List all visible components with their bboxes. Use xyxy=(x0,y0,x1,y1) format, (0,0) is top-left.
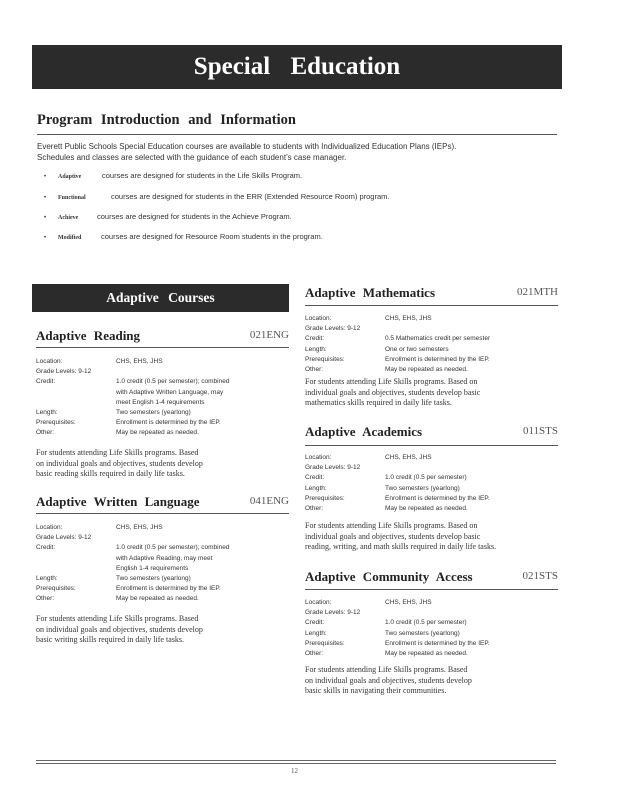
detail-value: Enrollment is determined by the IEP. xyxy=(116,585,221,593)
program-type-item xyxy=(44,192,389,201)
detail-label: Location: xyxy=(36,358,63,365)
course-block xyxy=(305,285,558,415)
detail-row xyxy=(305,629,558,639)
page-title-bar xyxy=(32,45,562,89)
course-code: 021STS xyxy=(522,570,558,582)
detail-row xyxy=(36,584,289,594)
detail-row xyxy=(305,345,558,355)
detail-label: Length: xyxy=(305,629,327,637)
intro-divider xyxy=(37,134,557,135)
detail-row xyxy=(305,484,558,494)
detail-label: Prerequisites: xyxy=(305,639,345,647)
detail-value: 0.5 Mathematics credit per semester xyxy=(385,335,491,343)
detail-value: 1.0 credit (0.5 per semester); combined with Adaptive Written Language, may meet English 1-4 requirements xyxy=(116,378,230,406)
detail-value: CHS, EHS, JHS xyxy=(116,524,163,531)
detail-value: CHS, EHS, JHS xyxy=(385,454,432,461)
detail-label: Length: xyxy=(36,409,58,417)
detail-row xyxy=(36,367,289,377)
detail-row xyxy=(305,453,558,463)
detail-row xyxy=(36,574,289,584)
course-description: For students attending Life Skills programs. Based on individual goals and objectives, students develop basic skills in navigating their communities. xyxy=(305,665,472,695)
detail-value: May be repeated as needed. xyxy=(385,650,468,658)
detail-row xyxy=(305,324,558,334)
detail-value: May be repeated as needed. xyxy=(116,429,199,437)
detail-row xyxy=(305,334,558,344)
detail-label: Credit: xyxy=(305,619,325,627)
detail-row xyxy=(305,618,558,628)
course-divider xyxy=(305,305,558,306)
detail-label: Credit: xyxy=(305,335,325,343)
detail-value: 1.0 credit (0.5 per semester) xyxy=(385,619,467,627)
detail-row xyxy=(36,418,289,428)
detail-label: Length: xyxy=(36,575,58,583)
footer-divider xyxy=(36,763,556,764)
bullet-icon: • xyxy=(44,174,47,180)
intro-heading: Program Introduction and Information xyxy=(37,112,296,128)
detail-value: May be repeated as needed. xyxy=(116,595,199,603)
course-details xyxy=(36,523,289,605)
course-title: Adaptive Mathematics xyxy=(305,285,436,300)
detail-value: Enrollment is determined by the IEP. xyxy=(116,419,221,427)
course-code: 041ENG xyxy=(249,495,289,507)
detail-value: Grade Levels: 9-12 xyxy=(305,609,361,617)
course-block xyxy=(305,569,558,704)
detail-label: Location: xyxy=(305,599,332,606)
course-description: For students attending Life Skills programs. Based on individual goals and objectives, students develop basic reading, writing, and math skills required in daily life tasks. xyxy=(305,521,497,551)
course-description: For students attending Life Skills programs. Based on individual goals and objectives, students develop basic reading skills required in daily life tasks. xyxy=(36,448,203,478)
detail-value: One or two semesters xyxy=(385,345,449,353)
detail-value: 1.0 credit (0.5 per semester) xyxy=(385,474,467,482)
page-title: Special Education xyxy=(193,53,401,80)
detail-value: CHS, EHS, JHS xyxy=(385,315,432,322)
course-details xyxy=(305,598,558,659)
detail-value: Two semesters (yearlong) xyxy=(116,409,191,417)
section-title: Adaptive Courses xyxy=(106,290,215,305)
bullet-icon: • xyxy=(44,215,47,221)
detail-value: CHS, EHS, JHS xyxy=(116,358,163,365)
detail-label: Prerequisites: xyxy=(36,585,76,593)
detail-label: Credit: xyxy=(36,378,56,386)
detail-row xyxy=(305,365,558,375)
detail-label: Other: xyxy=(36,595,55,603)
program-type-description: courses are designed for students in the Life Skills Program. xyxy=(102,171,303,180)
detail-value: Two semesters (yearlong) xyxy=(385,629,460,637)
detail-row xyxy=(36,428,289,438)
course-title: Adaptive Written Language xyxy=(36,494,200,509)
bullet-icon: • xyxy=(44,195,47,201)
program-type-description: courses are designed for students in the ERR (Extended Resource Room) program. xyxy=(111,192,390,201)
detail-row xyxy=(305,598,558,608)
detail-row xyxy=(305,608,558,618)
course-title: Adaptive Community Access xyxy=(305,569,473,584)
intro-paragraph: Everett Public Schools Special Education courses are available to students with Individualized Education Plans (IEPs). Schedules and classes are selected with the guidance of each student’s case manager. xyxy=(37,142,457,162)
course-divider xyxy=(36,513,289,514)
detail-row xyxy=(305,355,558,365)
detail-row xyxy=(36,594,289,604)
program-type-description: courses are designed for Resource Room students in the program. xyxy=(101,232,323,241)
detail-value: May be repeated as needed. xyxy=(385,505,468,513)
detail-label: Length: xyxy=(305,484,327,492)
course-code: 021MTH xyxy=(517,286,558,298)
program-type-item xyxy=(44,171,302,180)
detail-value: Enrollment is determined by the IEP. xyxy=(385,355,490,363)
detail-label: Credit: xyxy=(305,474,325,482)
detail-value: Enrollment is determined by the IEP. xyxy=(385,639,490,647)
footer-divider xyxy=(36,760,556,761)
detail-value: 1.0 credit (0.5 per semester); combined with Adaptive Reading, may meet English 1-4 requirements xyxy=(116,544,230,572)
course-divider xyxy=(305,445,558,446)
program-type-term: Adaptive xyxy=(58,174,82,180)
course-code: 011STS xyxy=(522,425,558,437)
detail-label: Other: xyxy=(305,366,324,374)
course-description: For students attending Life Skills programs. Based on individual goals and objectives, students develop basic writing skills required in daily life tasks. xyxy=(36,614,203,644)
program-type-item xyxy=(44,232,323,241)
detail-label: Prerequisites: xyxy=(305,494,345,502)
detail-row xyxy=(305,494,558,504)
detail-label: Location: xyxy=(305,454,332,461)
detail-value: May be repeated as needed. xyxy=(385,366,468,374)
detail-value: Two semesters (yearlong) xyxy=(385,484,460,492)
detail-label: Credit: xyxy=(36,544,56,552)
detail-label: Prerequisites: xyxy=(305,355,345,363)
detail-row xyxy=(305,639,558,649)
detail-row xyxy=(305,463,558,473)
course-description: For students attending Life Skills programs. Based on individual goals and objectives, students develop basic mathematics skills required in daily life tasks. xyxy=(305,377,481,407)
detail-label: Prerequisites: xyxy=(36,419,76,427)
detail-row xyxy=(36,543,289,574)
detail-row xyxy=(305,649,558,659)
detail-label: Other: xyxy=(36,429,55,437)
course-block xyxy=(36,494,289,654)
detail-row xyxy=(36,357,289,367)
detail-row xyxy=(36,533,289,543)
section-header-bar xyxy=(32,284,289,312)
detail-label: Location: xyxy=(36,524,63,531)
detail-value: Grade Levels: 9-12 xyxy=(305,464,361,472)
course-divider xyxy=(305,589,558,590)
course-block xyxy=(305,424,558,554)
detail-value: Enrollment is determined by the IEP. xyxy=(385,494,490,502)
course-title: Adaptive Reading xyxy=(36,328,141,343)
detail-value: Grade Levels: 9-12 xyxy=(36,368,92,376)
detail-row xyxy=(305,504,558,514)
detail-label: Other: xyxy=(305,650,324,658)
course-title: Adaptive Academics xyxy=(305,424,423,439)
bullet-icon: • xyxy=(44,235,47,241)
detail-label: Other: xyxy=(305,505,324,513)
page-number: 12 xyxy=(291,767,298,775)
detail-row xyxy=(305,473,558,483)
course-details xyxy=(305,314,558,375)
program-type-term: Achieve xyxy=(58,215,79,221)
program-type-term: Modified xyxy=(58,235,82,241)
detail-value: Grade Levels: 9-12 xyxy=(36,534,92,542)
detail-label: Length: xyxy=(305,345,327,353)
detail-value: Two semesters (yearlong) xyxy=(116,575,191,583)
course-details xyxy=(305,453,558,514)
program-type-item xyxy=(44,212,292,221)
course-details xyxy=(36,357,289,439)
detail-value: Grade Levels: 9-12 xyxy=(305,325,361,333)
detail-label: Location: xyxy=(305,315,332,322)
course-block xyxy=(36,328,289,488)
detail-row xyxy=(305,314,558,324)
detail-value: CHS, EHS, JHS xyxy=(385,599,432,606)
detail-row xyxy=(36,523,289,533)
course-code: 021ENG xyxy=(249,329,289,341)
program-type-description: courses are designed for students in the Achieve Program. xyxy=(97,212,292,221)
course-divider xyxy=(36,347,289,348)
program-type-term: Functional xyxy=(58,195,86,201)
detail-row xyxy=(36,377,289,408)
detail-row xyxy=(36,408,289,418)
